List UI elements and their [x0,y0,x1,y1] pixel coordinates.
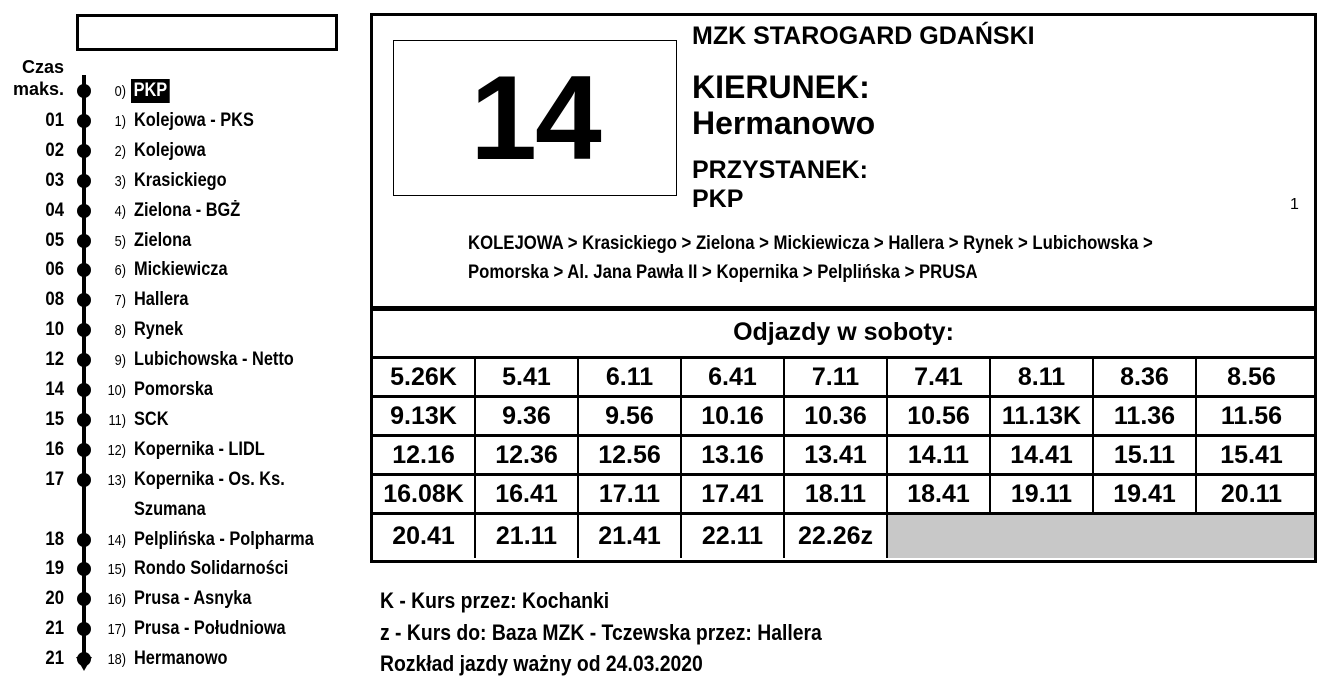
stop-number: 2) [114,142,126,160]
departure-time: 11.36 [1094,398,1197,434]
stop-time: 20 [45,588,64,610]
departure-time: 8.11 [991,359,1094,395]
departure-time: 14.41 [991,437,1094,473]
page-number: 1 [1290,196,1299,213]
stop-dot-icon [77,473,91,487]
stop-name: Prusa - Południowa [134,618,286,640]
stop-dot-icon [77,234,91,248]
departure-time: 15.41 [1220,440,1283,469]
stop-number: 13) [107,471,126,489]
departure-time: 15.11 [1094,437,1197,473]
stop-name: Kolejowa - PKS [134,109,254,131]
stop-name: Lubichowska - Netto [134,349,294,371]
stop-time: 14 [45,379,64,400]
departure-time: 11.56 [1220,401,1283,430]
stop-row [0,315,360,345]
stop-row [0,285,360,315]
direction-value: Hermanowo [692,105,876,141]
stop-dot-icon [77,204,91,218]
stop-row [0,106,360,136]
stop-row [0,554,360,584]
stop-time: 10 [45,319,64,341]
row-divider [373,395,1314,398]
departures-row [373,437,1314,473]
stop-time: 12 [45,349,64,371]
stop-time: 21 [45,618,64,640]
stop-number: 6) [114,262,126,280]
stop-number: 11) [108,411,126,429]
departure-time: 10.16 [682,398,785,434]
stop-name: Kolejowa [134,139,206,161]
stop-name: Hermanowo [134,648,228,670]
stop-number: 17) [107,621,126,639]
departure-time: 13.41 [785,437,888,473]
departure-time: 9.13K [373,398,476,434]
stop-time: 17 [45,468,64,490]
stop-row [0,196,360,226]
stop-number: 5) [114,232,126,250]
stop-time: 16 [45,438,64,460]
stop-number: 12) [107,441,126,459]
departure-time: 9.56 [579,398,682,434]
departure-time: 21.11 [476,515,579,558]
stop-row [0,166,360,196]
stop-name: Pomorska [134,379,214,400]
departure-time: 13.16 [682,437,785,473]
stop-row [0,525,360,555]
stop-dot-icon [77,293,91,307]
stop-name: Krasickiego [134,169,227,191]
stop-name: Kopernika - LIDL [134,438,265,460]
stop-time: 04 [45,199,64,221]
departure-time: 10.36 [785,398,888,434]
stop-dot-icon [77,263,91,277]
departure-time: 17.11 [579,476,682,512]
via-route-line2: Pomorska > Al. Jana Pawła II > Kopernika > Pelplińska > PRUSA [468,262,978,283]
schedule-title: Odjazdy w soboty: [733,318,954,346]
departure-time: 18.11 [785,476,888,512]
departure-time: 16.08K [373,476,476,512]
stop-number: 4) [114,202,126,220]
stop-number: 9) [114,352,126,370]
departure-time: 20.11 [1220,479,1283,508]
stop-dot-icon [77,84,91,98]
stop-label: PRZYSTANEK: [692,156,868,184]
departure-time: 8.36 [1094,359,1197,395]
stop-name: Pelplińska - Polpharma [134,528,314,550]
stop-time: 05 [45,229,64,251]
stop-name-continuation: Szumana [134,498,206,520]
stop-number: 10) [107,382,126,399]
stop-number: 0) [114,83,126,100]
departure-time: 5.26K [373,359,476,395]
departures-row [373,398,1314,434]
stop-row [0,584,360,614]
current-stop-name: PKP [131,79,170,103]
stop-dot-icon [77,114,91,128]
stop-row [0,465,360,520]
stop-row [0,405,360,435]
departure-time: 9.36 [476,398,579,434]
stop-row [0,644,360,674]
stop-name: Zielona - BGŻ [134,199,241,221]
stop-number: 8) [114,322,126,340]
stop-time: 03 [45,169,64,191]
departure-time: 17.41 [682,476,785,512]
departure-time: 21.41 [579,515,682,558]
direction-label: KIERUNEK: [692,69,870,105]
stop-number: 14) [107,531,126,549]
stop-name: Prusa - Asnyka [134,588,252,610]
departures-row [373,515,1314,558]
departure-time: 20.41 [373,515,476,558]
stop-row [0,226,360,256]
stop-dot-icon [77,652,91,666]
stop-dot-icon [77,174,91,188]
stop-row [0,375,360,405]
row-divider [373,512,1314,515]
legend-z: z - Kurs do: Baza MZK - Tczewska przez: Hallera [380,620,822,645]
stop-dot-icon [77,592,91,606]
stop-dot-icon [77,443,91,457]
via-route [468,229,1286,287]
departure-time: 10.56 [888,398,991,434]
stop-name: Mickiewicza [134,259,228,281]
departure-time: 12.36 [476,437,579,473]
departure-time: 19.41 [1094,476,1197,512]
max-time-header-line1: Czas [21,57,64,77]
stop-name: Hallera [134,289,189,311]
departures-row [373,359,1314,395]
stop-row [0,76,360,106]
stop-dot-icon [77,533,91,547]
departure-time: 6.41 [682,359,785,395]
via-route-line1: KOLEJOWA > Krasickiego > Zielona > Mickiewicza > Hallera > Rynek > Lubichowska > [468,233,1153,254]
stop-name: SCK [134,408,169,430]
empty-cells [888,515,1314,558]
row-divider [373,473,1314,476]
stop-dot-icon [77,144,91,158]
departure-time: 22.11 [682,515,785,558]
stop-time: 02 [45,139,64,161]
stop-name: Rynek [134,319,184,341]
stop-row [0,614,360,644]
stop-dot-icon [77,383,91,397]
departure-time: 7.41 [888,359,991,395]
departure-time: 6.11 [579,359,682,395]
departure-time: 7.11 [785,359,888,395]
blank-header-box [76,14,338,51]
stop-name: Zielona [134,229,192,251]
stop-number: 15) [107,561,126,579]
stop-row [0,136,360,166]
stop-number: 16) [107,591,126,609]
stop-time: 18 [45,528,64,550]
departure-time: 5.41 [476,359,579,395]
stop-time: 06 [45,259,64,281]
stop-dot-icon [77,413,91,427]
stop-time: 08 [45,289,64,311]
stop-row [0,345,360,375]
stop-time: 21 [45,648,64,670]
departure-time: 12.16 [373,437,476,473]
stop-row [0,255,360,285]
validity-note: Rozkład jazdy ważny od 24.03.2020 [380,651,703,676]
stop-row [0,435,360,465]
stop-dot-icon [77,562,91,576]
stop-number: 18) [107,651,126,669]
departure-time: 14.11 [888,437,991,473]
stop-value: PKP [692,185,744,213]
departure-time: 8.56 [1227,362,1276,391]
stop-name: Kopernika - Os. Ks. [134,468,285,490]
departure-time: 11.13K [991,398,1094,434]
stop-time: 19 [45,558,64,580]
stop-number: 7) [114,292,126,310]
departure-time: 22.26z [785,515,888,558]
max-time-header-line2: maks. [12,79,64,99]
stop-dot-icon [77,622,91,636]
departure-time: 18.41 [888,476,991,512]
operator-name: MZK STAROGARD GDAŃSKI [692,22,1035,50]
stop-number: 1) [114,112,126,130]
departure-time: 16.41 [476,476,579,512]
stop-dot-icon [77,353,91,367]
header-divider [370,306,1317,311]
departure-time: 12.56 [579,437,682,473]
row-divider [373,434,1314,437]
stop-number: 3) [114,172,126,190]
stop-name: Rondo Solidarności [134,558,289,580]
stop-time: 01 [45,109,64,131]
departures-row [373,476,1314,512]
stop-time: 15 [45,408,64,430]
line-number: 14 [470,51,600,185]
legend-k: K - Kurs przez: Kochanki [380,588,610,613]
stop-dot-icon [77,323,91,337]
departure-time: 19.11 [991,476,1094,512]
